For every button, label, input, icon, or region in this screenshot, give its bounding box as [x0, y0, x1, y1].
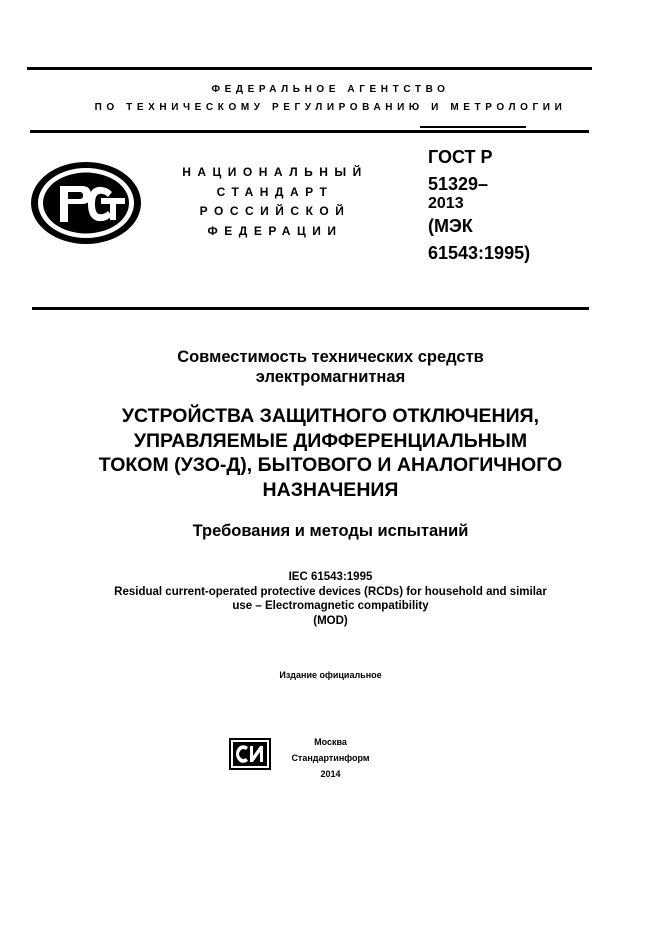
edition-note: Издание официальное: [279, 670, 382, 680]
main-title-line-1: УСТРОЙСТВА ЗАЩИТНОГО ОТКЛЮЧЕНИЯ,: [121, 405, 540, 427]
designation-line-3: 2013: [428, 195, 464, 212]
header-rule: [30, 130, 589, 133]
publisher-year: 2014: [320, 769, 341, 779]
main-title-line-3: ТОКОМ (УЗО-Д), БЫТОВОГО И АНАЛОГИЧНОГО: [98, 454, 563, 476]
main-title-line-4: НАЗНАЧЕНИЯ: [262, 478, 399, 501]
standard-type-line-2: СТАНДАРТ: [216, 184, 334, 199]
general-title-line-2: электромагнитная: [255, 368, 406, 386]
publisher: [0, 734, 661, 782]
main-title-line-2: УПРАВЛЯЕМЫЕ ДИФФЕРЕНЦИАЛЬНЫМ: [133, 429, 528, 452]
iec-mod: (MOD): [313, 614, 348, 627]
standard-type: [170, 163, 380, 241]
designation-line-1: ГОСТ Р: [428, 147, 493, 167]
iec-title-line-1: Residual current-operated protective devices (RCDs) for household and similar: [114, 585, 547, 598]
standard-type-line-1: НАЦИОНАЛЬНЫЙ: [182, 165, 368, 179]
iec-code: IEC 61543:1995: [288, 571, 373, 583]
standard-type-line-3: РОССИЙСКОЙ: [199, 204, 351, 218]
iec-reference: [0, 570, 661, 628]
designation-rule: [420, 126, 526, 128]
top-rule: [27, 67, 592, 70]
designation-line-4: (МЭК: [428, 216, 473, 236]
general-title-line-1: Совместимость технических средств: [177, 348, 484, 366]
iec-title-line-2: use – Electromagnetic compatibility: [232, 600, 429, 612]
gost-emblem-icon: [28, 160, 144, 246]
standard-type-line-4: ФЕДЕРАЦИИ: [207, 223, 343, 238]
main-title: [0, 404, 661, 502]
header-bottom-rule: [32, 307, 589, 310]
agency-line-1: ФЕДЕРАЛЬНОЕ АГЕНТСТВО: [211, 84, 450, 95]
publisher-city: Москва: [314, 737, 347, 747]
designation-line-2: 51329–: [428, 174, 489, 194]
publisher-name: Стандартинформ: [291, 753, 370, 763]
gost-logo: [28, 160, 144, 246]
standard-designation: [428, 144, 530, 267]
agency-line-2: ПО ТЕХНИЧЕСКОМУ РЕГУЛИРОВАНИЮ И МЕТРОЛОГИИ: [94, 102, 567, 113]
general-title: [0, 347, 661, 387]
designation-line-5: 61543:1995): [428, 243, 531, 263]
subtitle: Требования и методы испытаний: [192, 522, 469, 540]
